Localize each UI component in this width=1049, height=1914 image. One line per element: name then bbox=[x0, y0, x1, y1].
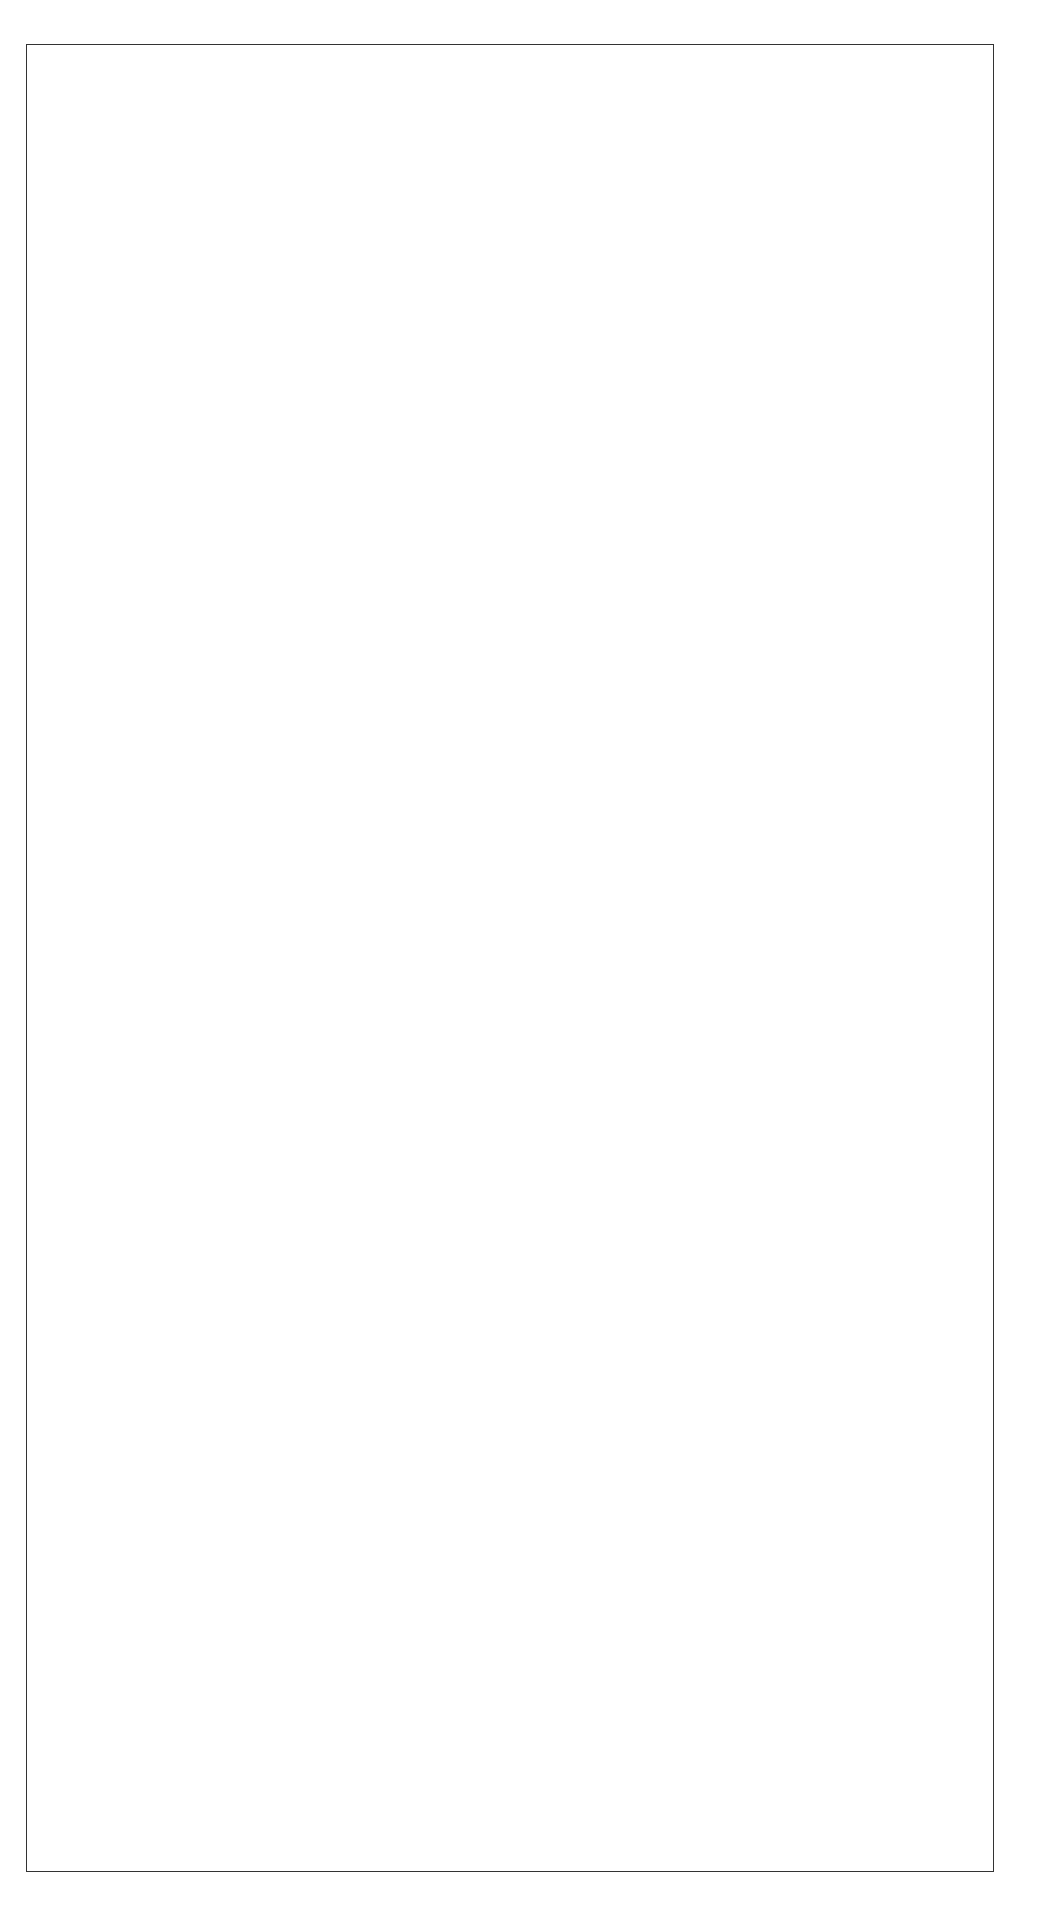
bulletin-frame bbox=[26, 44, 994, 1872]
